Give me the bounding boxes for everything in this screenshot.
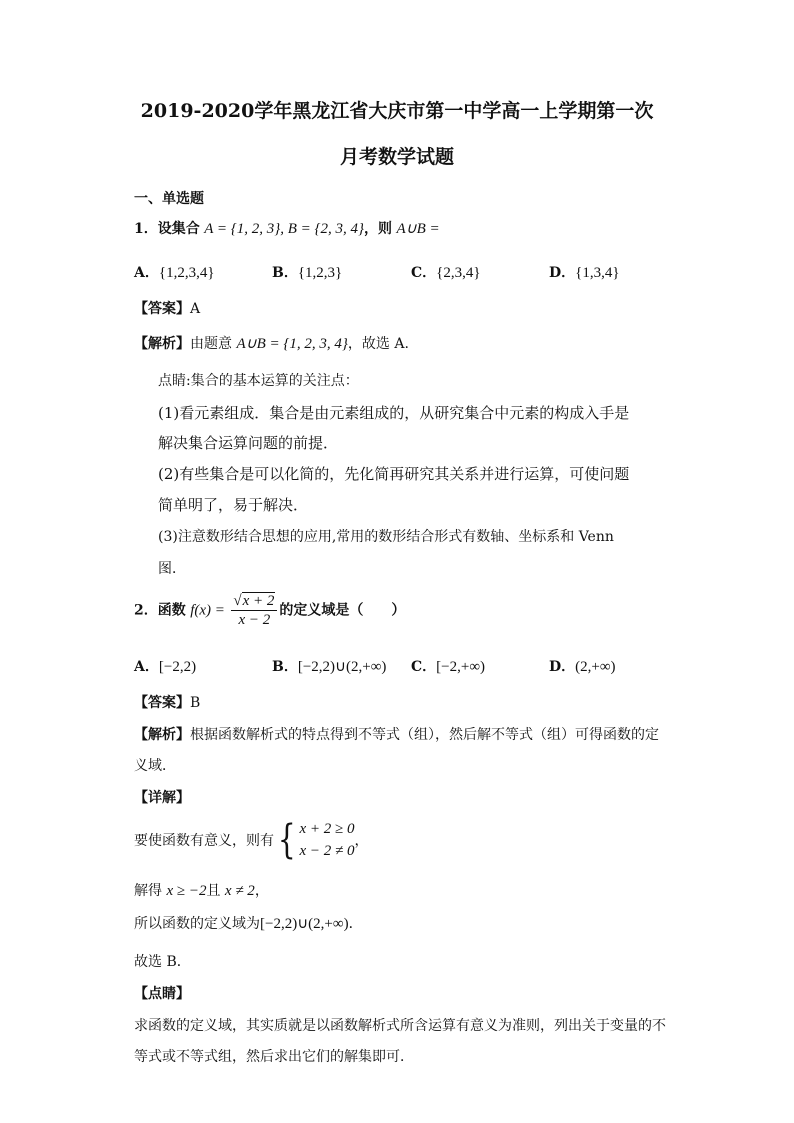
question-1	[134, 218, 440, 238]
option-d: D．{1,3,4}	[549, 265, 620, 281]
analysis-line: 【解析】根据函数解析式的特点得到不等式（组），然后解不等式（组）可得函数的定	[134, 727, 659, 743]
note-line: 图．	[158, 561, 186, 577]
analysis-line: 义域．	[134, 758, 176, 774]
note-line: 解决集合运算问题的前提．	[158, 434, 339, 452]
question-math: A = {1, 2, 3}, B = {2, 3, 4}	[204, 221, 364, 237]
detail-tag: 【详解】	[134, 790, 190, 806]
question-number: 2．	[134, 602, 158, 619]
title-line-1: 2019-2020学年黑龙江省大庆市第一中学高一上学期第一次	[140, 100, 654, 122]
brace-icon: {	[277, 817, 296, 863]
analysis-tag: 【解析】	[134, 336, 190, 352]
answer-tag: 【答案】	[134, 695, 190, 711]
domain-line: 所以函数的定义域为[−2,2)∪(2,+∞)．	[134, 916, 363, 932]
option-a: A．{1,2,3,4}	[134, 265, 215, 281]
question-text: 设集合	[157, 221, 200, 237]
tip-tag: 【点睛】	[134, 986, 190, 1002]
title-line-2: 月考数学试题	[339, 146, 454, 168]
tip-line: 等式或不等式组，然后求出它们的解集即可．	[134, 1049, 414, 1065]
answer-value: A	[190, 301, 201, 317]
note-line: (1)看元素组成．集合是由元素组成的，从研究集合中元素的构成入手是	[158, 404, 630, 422]
option-b: B．{1,2,3}	[272, 265, 343, 281]
answer-line	[134, 692, 200, 712]
question-2: 2．函数 f(x) = $\frac{√x + 2}{x - 2}$ 的定义域是（ ）	[134, 593, 406, 628]
note-line: (2)有些集合是可以化简的，先化简再研究其关系并进行运算，可使问题	[158, 465, 630, 483]
answer-value: B	[190, 695, 201, 711]
section-heading: 一、单选题	[134, 191, 204, 207]
question-number: 1．	[134, 221, 158, 237]
option-a: A．[−2,2)	[134, 659, 197, 675]
question-text: 的定义域是（ ）	[279, 602, 406, 619]
choose-line: 故选 B．	[134, 954, 191, 970]
option-c: C．[−2,+∞)	[411, 659, 486, 675]
tip-line: 求函数的定义域，其实质就是以函数解析式所含运算有意义为准则，列出关于变量的不	[134, 1018, 666, 1034]
solve-line: 解得 x ≥ −2且 x ≠ 2，	[134, 883, 269, 899]
question-text: ，则	[364, 221, 392, 237]
answer-tag: 【答案】	[134, 301, 190, 317]
detail-system: 要使函数有意义，则有{ x + 2 ≥ 0 x − 2 ≠ 0 ，	[134, 817, 369, 863]
analysis-line: 【解析】由题意 A∪B = {1, 2, 3, 4}，故选 A.	[134, 336, 409, 352]
note-line: 点睛:集合的基本运算的关注点：	[158, 373, 359, 389]
fraction: $\frac{√x + 2}{x - 2}$	[231, 592, 277, 629]
note-line: (3)注意数形结合思想的应用,常用的数形结合形式有数轴、坐标系和 Venn	[158, 529, 614, 545]
option-b: B．[−2,2)∪(2,+∞)	[272, 659, 387, 675]
sqrt-icon: √	[233, 593, 242, 609]
option-c: C．{2,3,4}	[411, 265, 481, 281]
note-line: 简单明了，易于解决．	[158, 496, 309, 514]
option-d: D．(2,+∞)	[549, 659, 616, 675]
answer-line	[134, 298, 200, 318]
analysis-tag: 【解析】	[134, 727, 190, 743]
question-math: A∪B =	[396, 221, 440, 237]
question-text: 函数	[157, 602, 186, 619]
